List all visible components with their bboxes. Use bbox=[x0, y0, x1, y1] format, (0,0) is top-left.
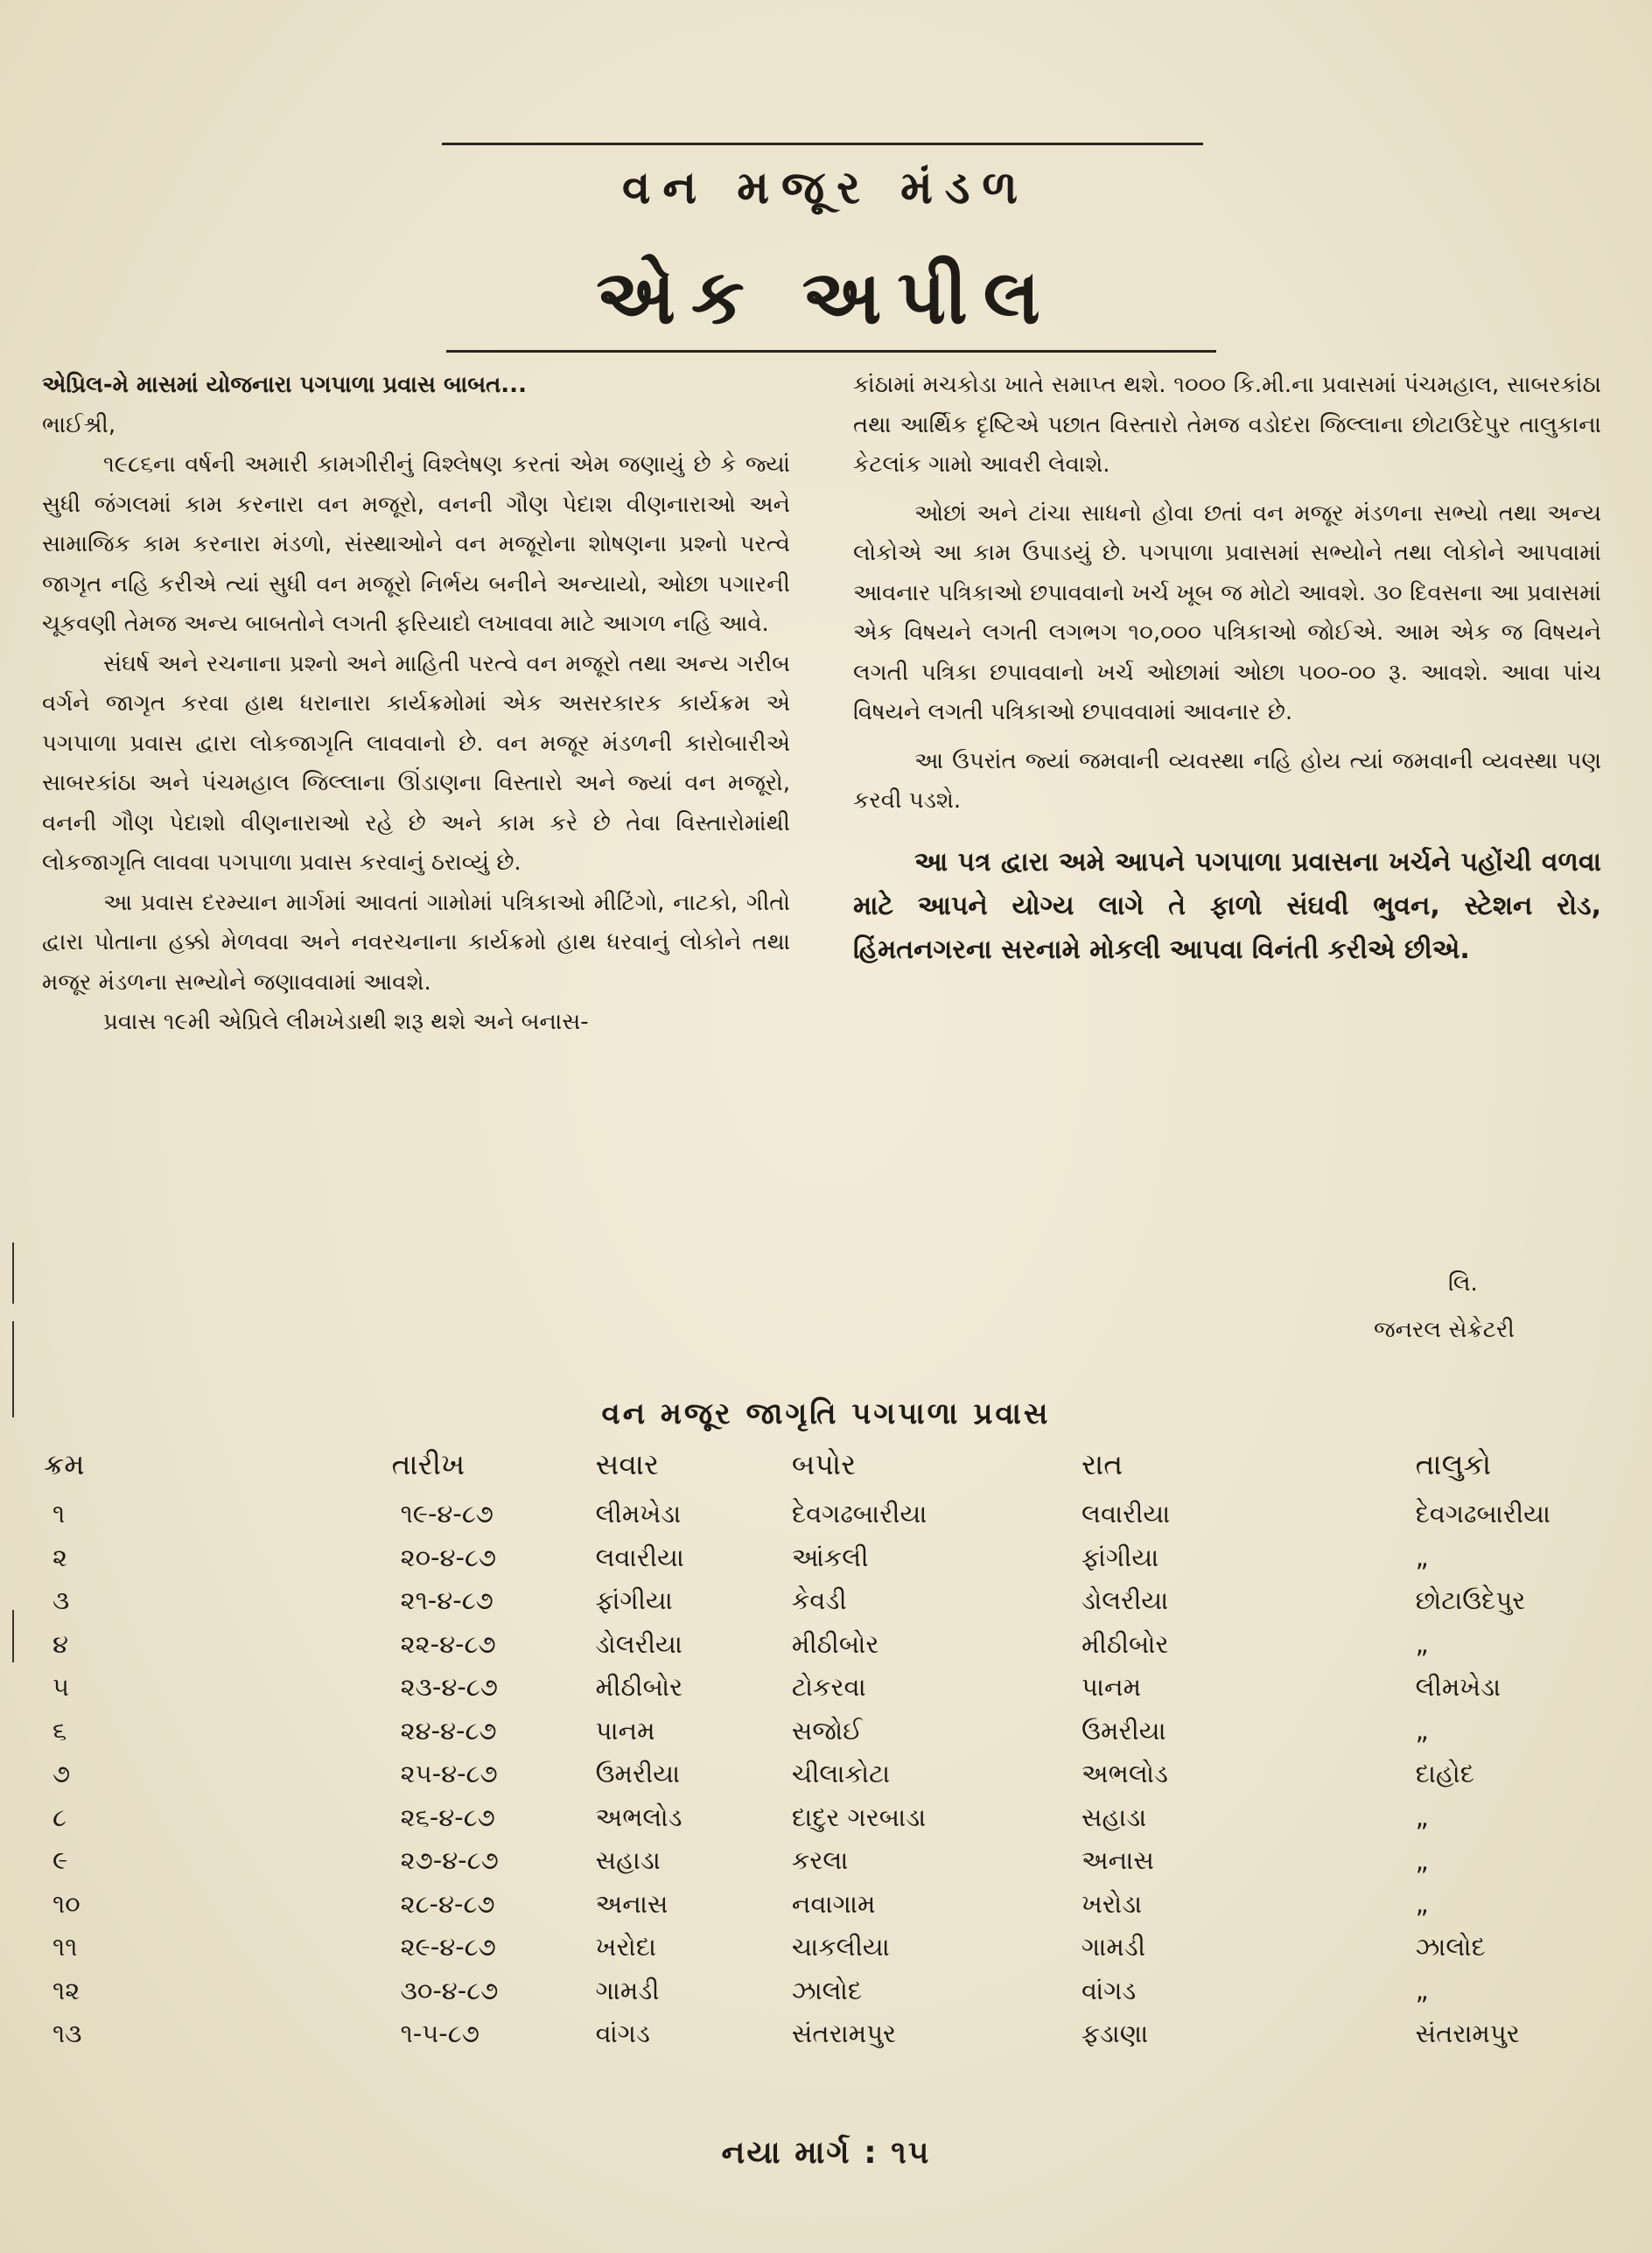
cell-morning: ખરોદા bbox=[595, 1932, 657, 1963]
cell-afternoon: મીઠીબોર bbox=[791, 1628, 879, 1659]
cell-morning: સહાડા bbox=[595, 1845, 661, 1876]
cell-afternoon: નવાગામ bbox=[791, 1888, 876, 1919]
letter-paragraph: આ ઉપરાંત જ્યાં જમવાની વ્યવસ્થા નહિ હોય ત્યાં જમવાની વ્યવસ્થા પણ કરવી પડશે. bbox=[853, 747, 1601, 814]
cell-date: ૨૫-૪-૮૭ bbox=[400, 1759, 498, 1789]
cell-date: ૧૯-૪-૮૭ bbox=[400, 1499, 494, 1529]
top-rule bbox=[442, 143, 1203, 145]
letter-salutation: ભાઈશ્રી, bbox=[42, 411, 116, 438]
margin-mark bbox=[12, 1242, 14, 1304]
cell-afternoon: દાદુર ગરબાડા bbox=[791, 1802, 927, 1832]
margin-mark bbox=[12, 1610, 14, 1662]
cell-date: ૨૦-૪-૮૭ bbox=[400, 1542, 497, 1572]
cell-date: ૨૮-૪-૮૭ bbox=[400, 1888, 495, 1919]
cell-serial: ૧૨ bbox=[52, 1975, 80, 2005]
schedule-title: વન મજૂર જાગૃતિ પગપાળા પ્રવાસ bbox=[601, 1396, 1051, 1431]
cell-taluka: છોટાઉદેપુર bbox=[1415, 1585, 1526, 1616]
cell-night: ડોલરીયા bbox=[1082, 1585, 1169, 1616]
cell-afternoon: ચાકલીયા bbox=[791, 1932, 890, 1963]
column-header-date: તારીખ bbox=[391, 1447, 466, 1481]
table-row bbox=[35, 1926, 1628, 1970]
cell-night: અનાસ bbox=[1082, 1845, 1154, 1876]
schedule-table bbox=[35, 1444, 1628, 2056]
cell-afternoon: સંતરામપુર bbox=[791, 2019, 897, 2049]
cell-serial: ૨ bbox=[52, 1542, 68, 1572]
table-header-row bbox=[35, 1444, 1628, 1493]
cell-date: ૨૯-૪-૮૭ bbox=[400, 1932, 496, 1963]
column-header-morning: સવાર bbox=[595, 1447, 660, 1481]
cell-afternoon: આંકલી bbox=[791, 1542, 869, 1572]
cell-taluka: „ bbox=[1415, 1889, 1429, 1920]
cell-date: ૨૧-૪-૮૭ bbox=[400, 1585, 494, 1616]
table-row bbox=[35, 2012, 1628, 2056]
table-row bbox=[35, 1623, 1628, 1667]
cell-serial: ૭ bbox=[52, 1759, 71, 1789]
page-footer: નયા માર્ગ : ૧૫ bbox=[721, 2135, 931, 2171]
page-title: એક અપીલ bbox=[596, 254, 1056, 341]
cell-taluka: „ bbox=[1415, 1629, 1429, 1660]
letter-paragraph: ૧૯૮૬ના વર્ષની અમારી કામગીરીનું વિશ્લેષણ કરતાં એમ જણાયું છે કે જ્યાં સુધી જંગલમાં કામ કરનારા વન મજૂરો, વનની ગૌણ પેદાશ વીણનારાઓ અને સામાજિક કામ કરનારા મંડળો, સંસ્થાઓને વન મજૂરોના શોષણના પ્રશ્નો પરત્વે જાગૃત નહિ કરીએ ત્યાં સુધી વન મજૂરો નિર્ભય બનીને અન્યાયો, ઓછા પગારની ચૂકવણી તેમજ અન્ય બાબતોને લગતી ફરિયાદો લખાવવા માટે આગળ નહિ આવે. bbox=[42, 451, 790, 637]
cell-night: અભલોડ bbox=[1082, 1759, 1168, 1789]
cell-taluka: દાહોદ bbox=[1415, 1759, 1475, 1789]
cell-night: ફડાણા bbox=[1082, 2019, 1149, 2049]
cell-date: ૨૬-૪-૮૭ bbox=[400, 1802, 495, 1832]
cell-serial: ૪ bbox=[52, 1628, 68, 1659]
cell-night: વાંગડ bbox=[1082, 1975, 1137, 2005]
cell-taluka: દેવગઢબારીયા bbox=[1415, 1499, 1551, 1529]
cell-date: ૨૨-૪-૮૭ bbox=[400, 1628, 496, 1659]
cell-taluka: સંતરામપુર bbox=[1415, 2019, 1520, 2049]
cell-morning: અનાસ bbox=[595, 1888, 668, 1919]
table-row bbox=[35, 1579, 1628, 1623]
cell-afternoon: કરલા bbox=[791, 1845, 849, 1876]
letter-paragraph: ઓછાં અને ટાંચા સાધનો હોવા છતાં વન મજૂર મંડળના સભ્યો તથા અન્ય લોકોએ આ કામ ઉપાડયું છે. પગપાળા પ્રવાસમાં સભ્યોને તથા લોકોને આપવામાં આવનાર પત્રિકાઓ છપાવવાનો ખર્ચ ખૂબ જ મોટો આવશે. ૩૦ દિવસના આ પ્રવાસમાં એક વિષયને લગતી લગભગ ૧૦,૦૦૦ પત્રિકાઓ જોઈએ. આમ એક જ વિષયને લગતી પત્રિકા છપાવવાનો ખર્ચ ઓછામાં ઓછા ૫૦૦-૦૦ રૂ. આવશે. આવા પાંચ વિષયને લગતી પત્રિકાઓ છપાવવામાં આવનાર છે. bbox=[853, 500, 1601, 725]
column-header-serial: ક્રમ bbox=[44, 1447, 85, 1481]
sign-off: લિ. bbox=[1448, 1270, 1478, 1297]
cell-serial: ૧૩ bbox=[52, 2019, 82, 2049]
table-row bbox=[35, 1883, 1628, 1927]
signatory-title: જનરલ સેક્રેટરી bbox=[1374, 1317, 1515, 1343]
cell-serial: ૫ bbox=[52, 1672, 70, 1703]
cell-afternoon: સજોઈ bbox=[791, 1715, 863, 1746]
letter-subject: એપ્રિલ-મે માસમાં યોજનારા પગપાળા પ્રવાસ બાબત... bbox=[42, 372, 527, 398]
cell-serial: ૧ bbox=[52, 1499, 66, 1529]
table-row bbox=[35, 1710, 1628, 1753]
letter-left-column bbox=[42, 366, 790, 1043]
cell-serial: ૧૦ bbox=[52, 1888, 80, 1919]
column-header-night: રાત bbox=[1082, 1447, 1124, 1481]
cell-date: ૩૦-૪-૮૭ bbox=[400, 1975, 499, 2005]
cell-afternoon: દેવગઢબારીયા bbox=[791, 1499, 928, 1529]
cell-night: મીઠીબોર bbox=[1082, 1628, 1169, 1659]
cell-taluka: „ bbox=[1415, 1845, 1429, 1876]
letter-right-column bbox=[853, 366, 1601, 972]
cell-taluka: „ bbox=[1415, 1716, 1429, 1746]
cell-morning: લવારીયા bbox=[595, 1542, 684, 1572]
cell-date: ૨૩-૪-૮૭ bbox=[400, 1672, 498, 1703]
cell-serial: ૬ bbox=[52, 1715, 67, 1746]
cell-morning: ફાંગીયા bbox=[595, 1585, 673, 1616]
cell-date: ૨૭-૪-૮૭ bbox=[400, 1845, 499, 1876]
appeal-paragraph: આ પત્ર દ્વારા અમે આપને પગપાળા પ્રવાસના ખર્ચને પહોંચી વળવા માટે આપને યોગ્ય લાગે તે ફાળો સંઘવી ભુવન, સ્ટેશન રોડ, હિંમતનગરના સરનામે મોકલી આપવા વિનંતી કરીએ છીએ. bbox=[853, 846, 1601, 965]
cell-night: ફાંગીયા bbox=[1082, 1542, 1159, 1572]
cell-serial: ૯ bbox=[52, 1845, 68, 1876]
cell-afternoon: ચીલાકોટા bbox=[791, 1759, 891, 1789]
table-row bbox=[35, 1796, 1628, 1840]
cell-taluka: ઝાલોદ bbox=[1415, 1932, 1486, 1963]
cell-date: ૨૪-૪-૮૭ bbox=[400, 1715, 497, 1746]
cell-night: સહાડા bbox=[1082, 1802, 1147, 1832]
cell-serial: ૮ bbox=[52, 1802, 66, 1832]
cell-night: પાનમ bbox=[1082, 1672, 1142, 1703]
org-name: વન મજૂર મંડળ bbox=[622, 162, 1030, 214]
cell-night: લવારીયા bbox=[1082, 1499, 1171, 1529]
cell-taluka: „ bbox=[1415, 1976, 1429, 2006]
letter-paragraph: કાંઠામાં મચકોડા ખાતે સમાપ્ત થશે. ૧૦૦૦ કિ.મી.ના પ્રવાસમાં પંચમહાલ, સાબરકાંઠા તથા આર્થિક દૃષ્ટિએ પછાત વિસ્તારો તેમજ વડોદરા જિલ્લાના છોટાઉદેપુર તાલુકાના કેટલાંક ગામો આવરી લેવાશે. bbox=[853, 372, 1601, 478]
table-row bbox=[35, 1666, 1628, 1710]
cell-morning: વાંગડ bbox=[595, 2019, 650, 2049]
cell-morning: ગામડી bbox=[595, 1975, 660, 2005]
cell-morning: લીમખેડા bbox=[595, 1499, 682, 1529]
cell-morning: ઉમરીયા bbox=[595, 1759, 681, 1789]
table-row bbox=[35, 1970, 1628, 2013]
cell-serial: ૩ bbox=[52, 1585, 70, 1616]
cell-afternoon: કેવડી bbox=[791, 1585, 847, 1616]
letter-paragraph: આ પ્રવાસ દરમ્યાન માર્ગમાં આવતાં ગામોમાં પત્રિકાઓ મીટિંગો, નાટકો, ગીતો દ્વારા પોતાના હક્કો મેળવવા અને નવરચનાના કાર્યક્રમો હાથ ધરવાનું લોકોને તથા મજૂર મંડળના સભ્યોને જણાવવામાં આવશે. bbox=[42, 889, 790, 996]
cell-night: ઉમરીયા bbox=[1082, 1715, 1166, 1746]
cell-taluka: „ bbox=[1415, 1543, 1429, 1573]
cell-afternoon: ઝાલોદ bbox=[791, 1975, 863, 2005]
table-row bbox=[35, 1493, 1628, 1536]
cell-taluka: લીમખેડા bbox=[1415, 1672, 1502, 1703]
letter-paragraph: સંઘર્ષ અને રચનાના પ્રશ્નો અને માહિતી પરત્વે વન મજૂરો તથા અન્ય ગરીબ વર્ગને જાગૃત કરવા હાથ ધરાનારા કાર્યક્રમોમાં એક અસરકારક કાર્યક્રમ એ પગપાળા પ્રવાસ દ્વારા લોકજાગૃતિ લાવવાનો છે. વન મજૂર મંડળની કારોબારીએ સાબરકાંઠા અને પંચમહાલ જિલ્લાના ઊંડાણના વિસ્તારો અને જ્યાં વન મજૂરો, વનની ગૌણ પેદાશો વીણનારાઓ રહે છે અને કામ કરે છે તેવા વિસ્તારોમાંથી લોકજાગૃતિ લાવવા પગપાળા પ્રવાસ કરવાનું ઠરાવ્યું છે. bbox=[42, 650, 790, 876]
title-rule bbox=[446, 350, 1216, 353]
table-row bbox=[35, 1753, 1628, 1796]
cell-morning: અભલોડ bbox=[595, 1802, 682, 1832]
cell-morning: મીઠીબોર bbox=[595, 1672, 683, 1703]
column-header-afternoon: બપોર bbox=[791, 1447, 857, 1481]
cell-taluka: „ bbox=[1415, 1802, 1429, 1833]
cell-serial: ૧૧ bbox=[52, 1932, 78, 1963]
cell-night: ગામડી bbox=[1082, 1932, 1146, 1963]
cell-date: ૧-૫-૮૭ bbox=[400, 2019, 480, 2049]
cell-afternoon: ટોકરવા bbox=[791, 1672, 866, 1703]
column-header-taluka: તાલુકો bbox=[1415, 1447, 1492, 1481]
cell-morning: ડોલરીયા bbox=[595, 1628, 682, 1659]
letter-paragraph: પ્રવાસ ૧૯મી એપ્રિલે લીમખેડાથી શરૂ થશે અને બનાસ- bbox=[103, 1009, 589, 1035]
table-row bbox=[35, 1536, 1628, 1580]
cell-morning: પાનમ bbox=[595, 1715, 655, 1746]
table-row bbox=[35, 1839, 1628, 1883]
cell-night: ખરોડા bbox=[1082, 1888, 1143, 1919]
